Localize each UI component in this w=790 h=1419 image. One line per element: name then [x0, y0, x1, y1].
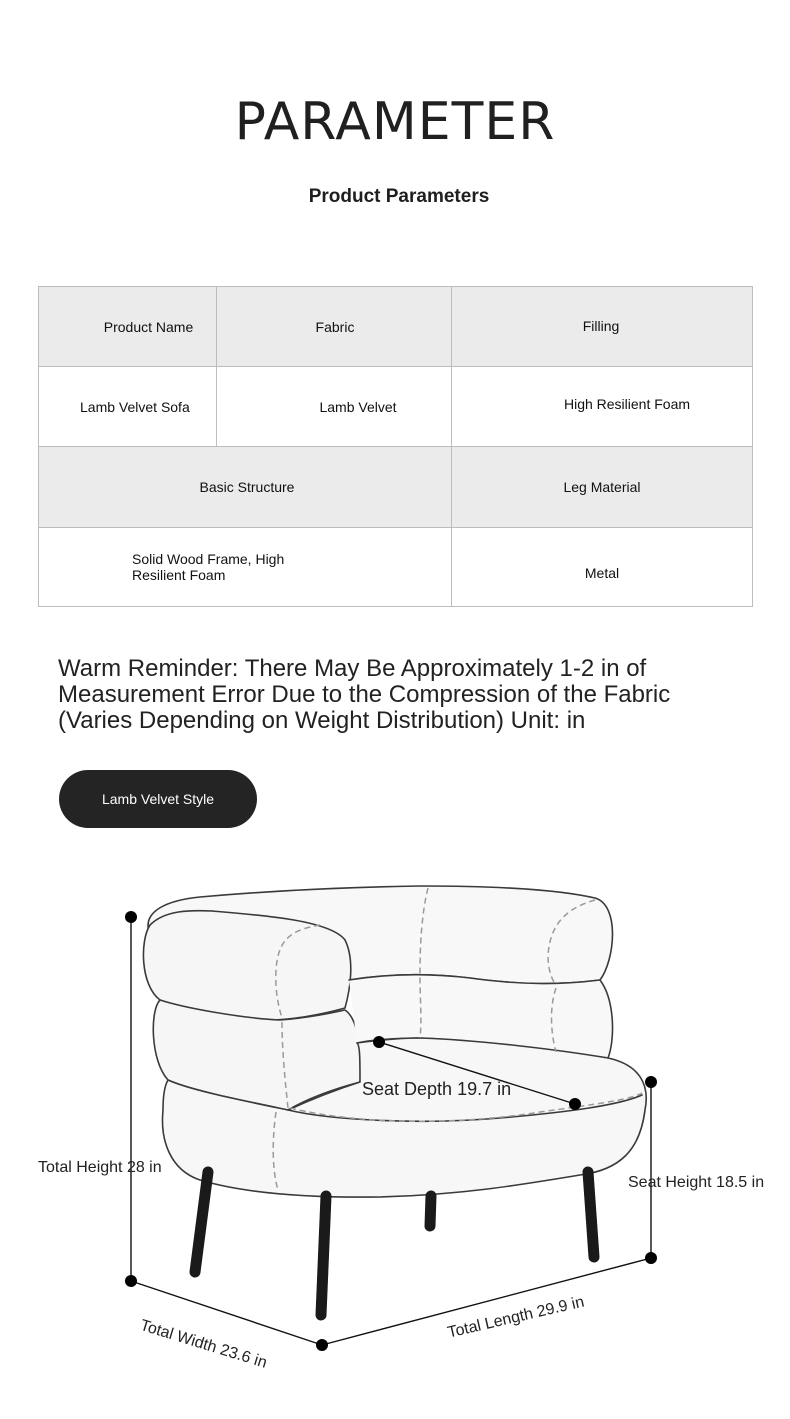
table-row — [39, 528, 753, 607]
structure-header: Basic Structure — [39, 447, 452, 528]
page-title: PARAMETER — [234, 92, 556, 152]
table-row — [39, 287, 753, 367]
fabric-value: Lamb Velvet — [217, 367, 452, 447]
warm-reminder-text: Warm Reminder: There May Be Approximately 1-2 in of Measurement Error Due to the Compression of the Fabric (Varies Depending on Weight Distribution) Unit: in — [58, 655, 671, 734]
table-row — [39, 447, 753, 528]
section-subtitle: Product Parameters — [308, 186, 490, 207]
structure-value: Solid Wood Frame, High Resilient Foam — [39, 528, 452, 607]
leg-material-header: Leg Material — [452, 447, 753, 528]
table-row — [39, 367, 753, 447]
product-name-value: Lamb Velvet Sofa — [39, 367, 217, 447]
style-tag-button[interactable]: Lamb Velvet Style — [59, 770, 257, 828]
filling-value: High Resilient Foam — [452, 367, 753, 447]
filling-header: Filling — [452, 287, 753, 367]
seat-height-label: Seat Height 18.5 in — [628, 1174, 765, 1191]
sofa-outline — [143, 886, 646, 1197]
total-width-label: Total Width 23.6 in — [138, 1317, 269, 1372]
total-height-label: Total Height 28 in — [38, 1159, 162, 1176]
fabric-header: Fabric — [217, 287, 452, 367]
seat-depth-label: Seat Depth 19.7 in — [362, 1079, 512, 1099]
parameter-table — [38, 286, 753, 607]
leg-material-value: Metal — [452, 528, 753, 607]
total-length-label: Total Length 29.9 in — [446, 1293, 586, 1342]
sofa-dimension-diagram — [0, 860, 790, 1380]
product-name-header: Product Name — [39, 287, 217, 367]
